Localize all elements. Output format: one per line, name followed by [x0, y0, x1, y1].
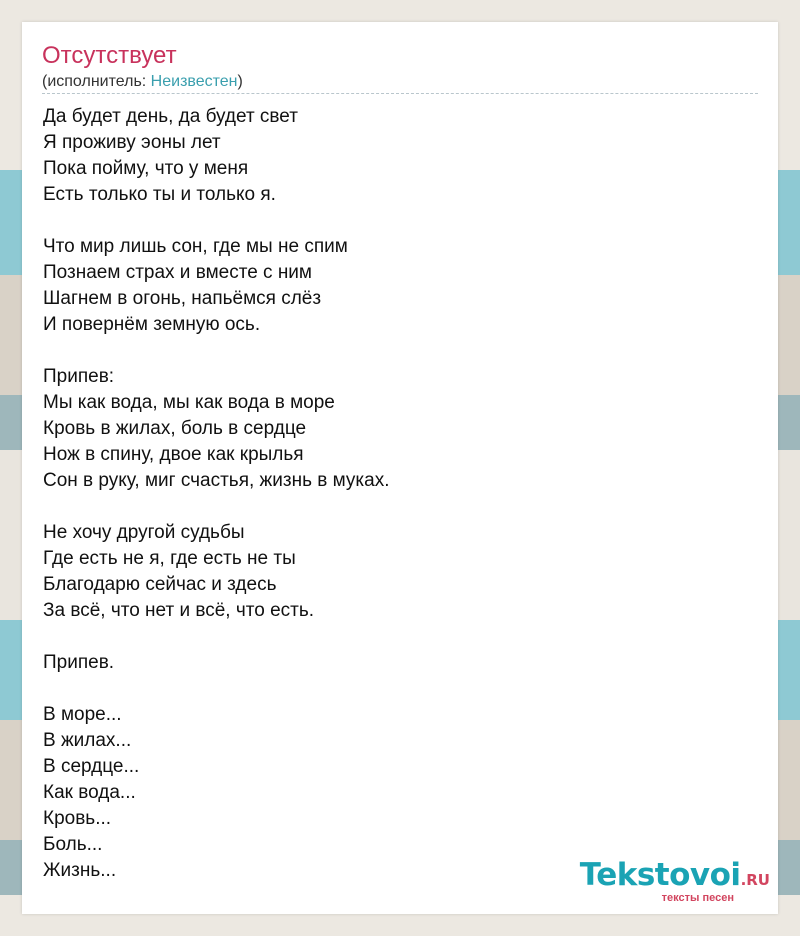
logo-tagline: тексты песен — [661, 892, 734, 904]
lyrics-line: Да будет день, да будет свет — [43, 106, 298, 127]
site-logo[interactable] — [580, 858, 770, 904]
title-divider — [42, 93, 758, 94]
lyrics-line: Где есть не я, где есть не ты — [43, 548, 296, 569]
lyrics-line: Нож в спину, двое как крылья — [43, 444, 304, 465]
lyrics-line: Кровь в жилах, боль в сердце — [43, 418, 307, 439]
logo-main-text: Tekstovoi — [579, 857, 741, 893]
lyrics-stanza — [43, 364, 389, 494]
lyrics-line: Познаем страх и вместе с ним — [43, 262, 312, 283]
artist-link[interactable]: Неизвестен — [150, 73, 238, 90]
lyrics-line: Не хочу другой судьбы — [43, 522, 245, 543]
lyrics-line: Пока пойму, что у меня — [43, 158, 249, 179]
performer-suffix: ) — [237, 73, 243, 90]
performer-line — [42, 72, 243, 92]
lyrics-line: Что мир лишь сон, где мы не спим — [43, 236, 348, 257]
lyrics-line: В жилах... — [43, 730, 132, 751]
lyrics-card — [22, 22, 778, 914]
lyrics-line: Сон в руку, миг счастья, жизнь в муках. — [43, 470, 390, 491]
lyrics-line: Кровь... — [43, 808, 112, 829]
lyrics-stanza — [43, 650, 389, 676]
lyrics-stanza — [43, 702, 389, 884]
lyrics-stanza — [43, 520, 389, 624]
lyrics-text — [43, 104, 389, 910]
lyrics-line: В море... — [43, 704, 122, 725]
lyrics-line: Есть только ты и только я. — [43, 184, 276, 205]
lyrics-line: В сердце... — [43, 756, 140, 777]
lyrics-line: Жизнь... — [43, 860, 117, 881]
lyrics-stanza — [43, 234, 389, 338]
lyrics-stanza — [43, 104, 389, 208]
lyrics-line: И повернём земную ось. — [43, 314, 261, 335]
lyrics-line: Припев: — [43, 366, 115, 387]
lyrics-line: Шагнем в огонь, напьёмся слёз — [43, 288, 322, 309]
lyrics-line: Благодарю сейчас и здесь — [43, 574, 277, 595]
lyrics-line: Я проживу эоны лет — [43, 132, 221, 153]
logo-tld: .RU — [740, 871, 770, 889]
lyrics-line: За всё, что нет и всё, что есть. — [43, 600, 315, 621]
performer-prefix: (исполнитель: — [42, 73, 151, 90]
lyrics-line: Боль... — [43, 834, 103, 855]
lyrics-line: Припев. — [43, 652, 115, 673]
lyrics-line: Мы как вода, мы как вода в море — [43, 392, 335, 413]
lyrics-line: Как вода... — [43, 782, 136, 803]
song-title: Отсутствует — [42, 42, 177, 69]
